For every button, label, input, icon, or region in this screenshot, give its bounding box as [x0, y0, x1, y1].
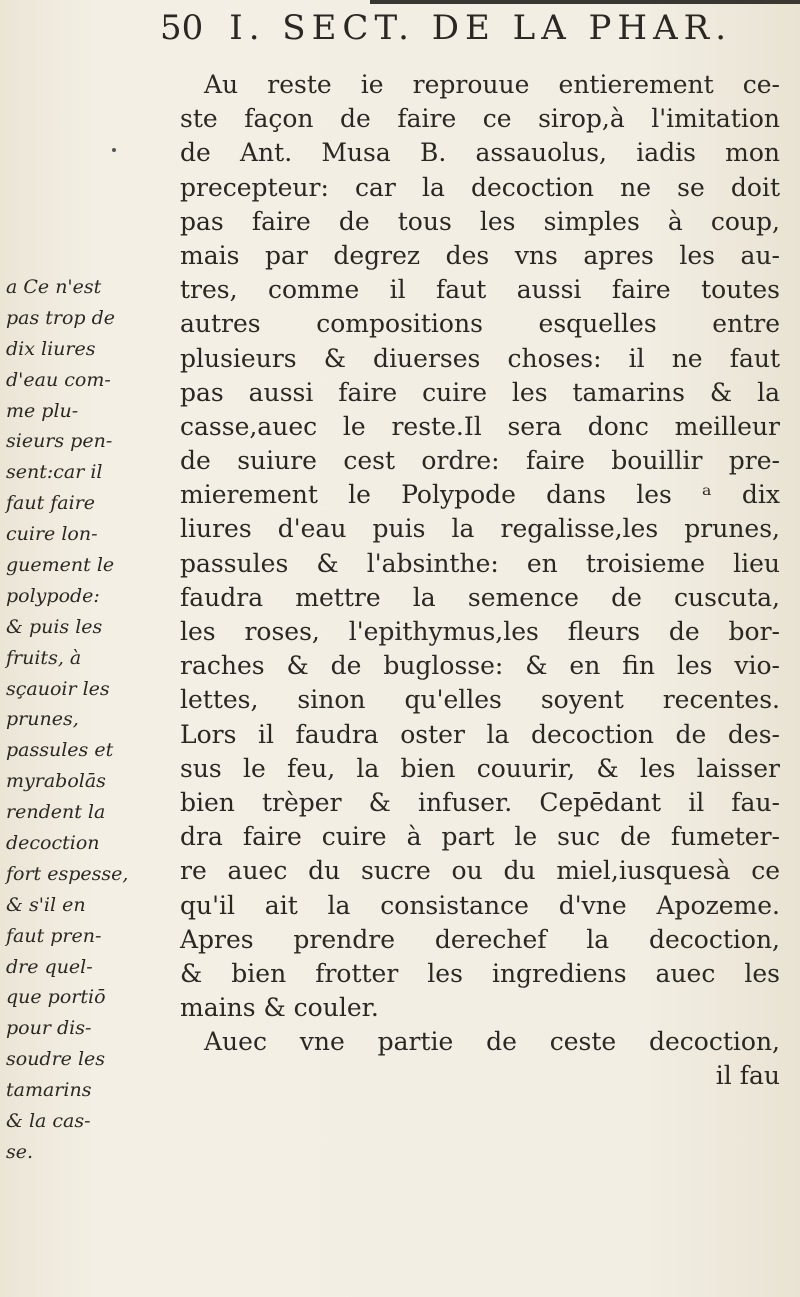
page-number: 50 — [160, 8, 204, 48]
text-line: raches & de buglosse: & en fin les vio- — [180, 651, 780, 681]
text-line: autres compositions esquelles entre — [180, 309, 780, 339]
margin-line: fruits, à — [6, 646, 82, 669]
text-line: lettes, sinon qu'elles soyent recentes. — [180, 685, 780, 715]
text-line: pas faire de tous les simples à coup, — [180, 206, 780, 236]
margin-line: & puis les — [6, 615, 103, 638]
text-line: mains & couler. — [180, 993, 379, 1023]
text-line: Au reste ie reprouue entierement ce- — [204, 70, 780, 99]
top-edge-rule — [370, 0, 800, 4]
margin-line: sçauoir les — [6, 677, 110, 700]
margin-line: sieurs pen- — [6, 430, 113, 453]
margin-line: dix liures — [6, 337, 96, 360]
text-line: mais par degrez des vns apres les au- — [180, 240, 780, 270]
ink-dot — [112, 148, 116, 152]
margin-line: polypode: — [6, 584, 100, 607]
text-line: dra faire cuire à part le suc de fumeter- — [180, 822, 780, 852]
text-line: passules & l'absinthe: en troisieme lieu — [180, 548, 780, 578]
margin-line: que portiō — [6, 986, 106, 1009]
text-line: tres, comme il faut aussi faire toutes — [180, 275, 780, 305]
margin-line: faut pren- — [6, 924, 102, 947]
margin-line: se. — [6, 1140, 34, 1163]
text-line: re auec du sucre ou du miel,iusquesà ce — [180, 856, 780, 886]
margin-line: guement le — [6, 554, 115, 577]
margin-line: a Ce n'est — [6, 276, 102, 298]
text-line: Auec vne partie de ceste decoction, — [204, 1027, 780, 1057]
running-title: I. SECT. DE LA PHAR. — [229, 8, 733, 48]
text-line: & bien frotter les ingrediens auec les — [180, 958, 780, 988]
margin-line: pas trop de — [6, 306, 116, 329]
catchword: il fau — [715, 1061, 780, 1091]
text-line: pas aussi faire cuire les tamarins & la — [180, 377, 780, 407]
main-text-column — [180, 68, 780, 1094]
margin-line: fort espesse, — [6, 862, 129, 885]
text-line: ste façon de faire ce sirop,à l'imitation — [180, 104, 780, 134]
margin-line: d'eau com- — [6, 368, 111, 391]
margin-line: prunes, — [6, 708, 79, 731]
running-header — [160, 8, 780, 62]
margin-line: tamarins — [6, 1079, 92, 1102]
text-line: Apres prendre derechef la decoction, — [180, 924, 780, 954]
marginal-annotation — [6, 272, 176, 1168]
margin-line: soudre les — [6, 1048, 106, 1071]
margin-line: rendent la — [6, 801, 106, 824]
text-line: faudra mettre la semence de cuscuta, — [180, 582, 780, 612]
text-line: les roses, l'epithymus,les fleurs de bor- — [180, 617, 780, 646]
margin-line: pour dis- — [6, 1017, 92, 1040]
margin-line: me plu- — [6, 399, 79, 422]
text-line: Lors il faudra oster la decoction de des- — [180, 719, 780, 749]
text-line: precepteur: car la decoction ne se doit — [180, 172, 780, 202]
margin-line: faut faire — [6, 492, 96, 515]
text-line: qu'il ait la consistance d'vne Apozeme. — [180, 890, 780, 920]
margin-line: passules et — [6, 739, 114, 762]
margin-line: & la cas- — [6, 1110, 91, 1133]
margin-line: & s'il en — [6, 893, 86, 916]
text-line: plusieurs & diuerses choses: il ne faut — [180, 343, 780, 373]
margin-line: myrabolās — [6, 770, 106, 793]
text-line: de Ant. Musa B. assauolus, iadis mon — [180, 138, 780, 168]
text-line: sus le feu, la bien couurir, & les laisser — [180, 753, 780, 783]
text-line: casse,auec le reste.Il sera donc meilleur — [180, 411, 780, 441]
text-line: liures d'eau puis la regalisse,les prunes, — [180, 514, 780, 544]
margin-line: cuire lon- — [6, 523, 98, 546]
text-line: mierement le Polypode dans les ᵃ dix — [180, 480, 780, 510]
margin-line: decoction — [6, 832, 100, 855]
text-line: de suiure cest ordre: faire bouillir pre- — [180, 446, 780, 476]
margin-line: sent:car il — [6, 461, 103, 484]
text-line: bien trèper & infuser. Cepēdant il fau- — [180, 787, 780, 817]
margin-line: dre quel- — [6, 955, 93, 978]
